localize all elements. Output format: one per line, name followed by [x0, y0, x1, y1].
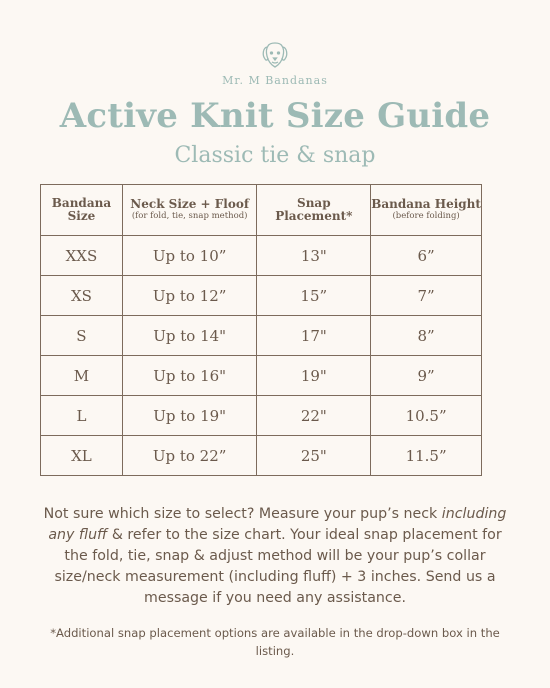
header-bandana-size: Bandana Size	[41, 185, 123, 236]
table-row	[41, 236, 482, 276]
cell-height: 11.5”	[371, 436, 482, 476]
cell-size: L	[41, 396, 123, 436]
cell-snap: 17"	[257, 316, 371, 356]
table-header-row	[41, 185, 482, 236]
cell-size: XS	[41, 276, 123, 316]
cell-snap: 13"	[257, 236, 371, 276]
cell-neck: Up to 10”	[122, 236, 257, 276]
cell-size: S	[41, 316, 123, 356]
dog-face-icon	[258, 38, 292, 72]
cell-height: 10.5”	[371, 396, 482, 436]
header-snap-placement: Snap Placement*	[257, 185, 371, 236]
cell-height: 8”	[371, 316, 482, 356]
table-row	[41, 436, 482, 476]
brand-name: Mr. M Bandanas	[222, 74, 328, 87]
sizing-instructions: Not sure which size to select? Measure your pup’s neck including any fluff & refer to the size chart. Your ideal snap placement for the fold, tie, snap & adjust method will be your pup’s collar size/neck measurement (including fluff) + 3 inches. Send us a message if you need any assistance.	[43, 506, 507, 606]
cell-neck: Up to 12”	[122, 276, 257, 316]
table-row	[41, 396, 482, 436]
page-subtitle: Classic tie & snap	[174, 143, 376, 168]
cell-size: XL	[41, 436, 123, 476]
cell-neck: Up to 14"	[122, 316, 257, 356]
size-chart-table	[40, 184, 482, 476]
page-title: Active Knit Size Guide	[59, 96, 491, 136]
cell-snap: 22"	[257, 396, 371, 436]
header-neck-size: Neck Size + Floof (for fold, tie, snap method)	[122, 185, 257, 236]
cell-snap: 15”	[257, 276, 371, 316]
cell-height: 9”	[371, 356, 482, 396]
table-row	[41, 356, 482, 396]
header-bandana-height: Bandana Height (before folding)	[371, 185, 482, 236]
fluff-emphasis: including any fluff	[48, 506, 507, 543]
cell-snap: 25"	[257, 436, 371, 476]
cell-size: XXS	[41, 236, 123, 276]
cell-neck: Up to 22”	[122, 436, 257, 476]
cell-size: M	[41, 356, 123, 396]
cell-snap: 19"	[257, 356, 371, 396]
table-row	[41, 276, 482, 316]
table-row	[41, 316, 482, 356]
cell-neck: Up to 19"	[122, 396, 257, 436]
snap-placement-note: *Additional snap placement options are available in the drop-down box in the listing.	[50, 626, 500, 658]
cell-height: 7”	[371, 276, 482, 316]
cell-neck: Up to 16"	[122, 356, 257, 396]
cell-height: 6”	[371, 236, 482, 276]
